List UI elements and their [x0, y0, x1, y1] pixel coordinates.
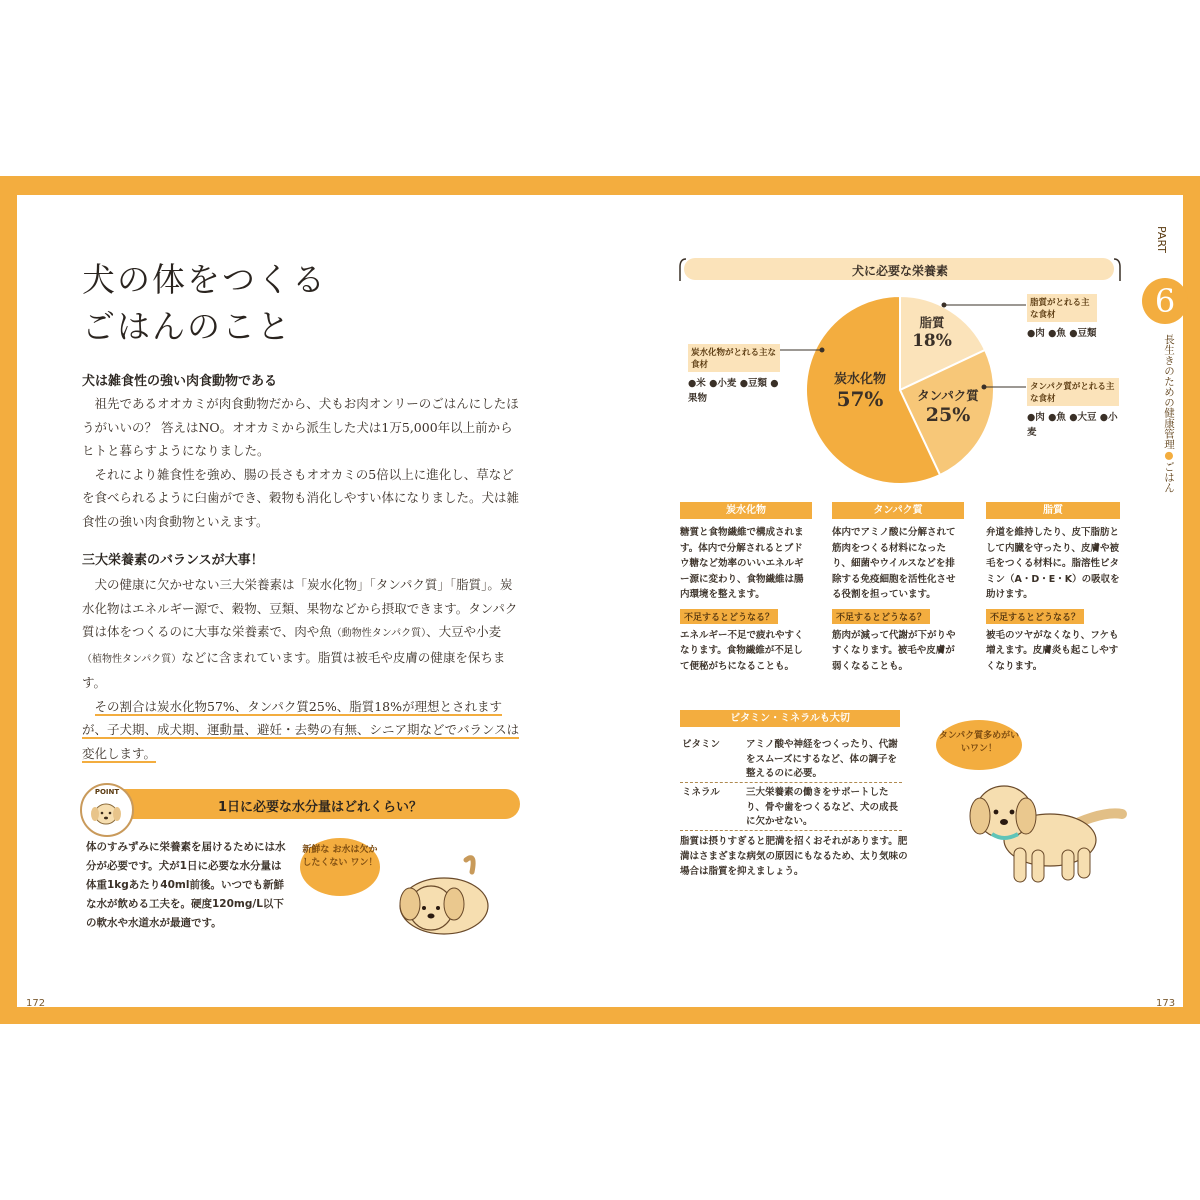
page-number-left: 172	[26, 998, 46, 1009]
section1-body	[82, 392, 520, 533]
section1-paragraph-2: それにより雑食性を強め、腸の長さもオオカミの5倍以上に進化し、草などを食べられるように臼歯ができ、穀物も消化しやすい体になりました。犬は雑食性の強い肉食動物といえます。	[82, 466, 520, 529]
pie-label-fat: 脂質 18%	[912, 315, 952, 351]
vitamin-text: アミノ酸や神経をつくったり、代謝をスムーズにするなど、体の調子を整えるのに必要。	[746, 739, 898, 779]
column-protein: タンパク質 体内でアミノ酸に分解されて筋肉をつくる材料になったり、細菌やウイルスなどを排除する免疫細胞を活性化させる役割を担っています。 不足するとどうなる？ 筋肉が減って代謝が下がりやすくなります。被毛や皮膚が弱くなることも。	[832, 502, 964, 674]
mineral-label: ミネラル	[682, 787, 720, 798]
chapter-number: 6	[1142, 278, 1188, 324]
dog-face-icon	[82, 796, 132, 832]
fat-note: 脂質は摂りすぎると肥満を招くおそれがあります。肥満はさまざまな病気の原因にもなるため、太り気味の場合は脂質を抑えましょう。	[680, 836, 908, 877]
pie-label-carb: 炭水化物 57%	[833, 372, 886, 411]
speech-bubble-left: 新鮮な お水は欠かしたくない ワン！	[300, 838, 380, 896]
puppy-lying-illustration	[386, 848, 496, 948]
callout-carb: 炭水化物がとれる主な食材 ●米 ●小麦 ●豆類 ●果物	[688, 344, 780, 406]
side-part-label: PART	[1155, 226, 1168, 254]
lack-tag-carb: 不足するとどうなる？	[680, 609, 778, 624]
nutrients-heading: 犬に必要な栄養素	[851, 264, 948, 278]
lack-tag-fat: 不足するとどうなる？	[986, 609, 1084, 624]
vm-divider-2	[680, 830, 902, 831]
vitamin-mineral-head: ビタミン・ミネラルも大切	[680, 710, 900, 727]
section1-paragraph-1: 祖先であるオオカミが肉食動物だから、犬もお肉オンリーのごはんにしたほうがいいの？ 答えはNO。オオカミから派生した犬は1万5,000年以上前からヒトと暮らすようになりました。	[82, 396, 519, 458]
column-carb-head: 炭水化物	[680, 502, 812, 519]
side-chapter-title: 長生きのための健康管理●ごはん	[1163, 334, 1175, 493]
page-number-right: 173	[1156, 998, 1176, 1009]
point-badge: POINT	[80, 783, 134, 837]
vm-divider	[680, 782, 902, 783]
water-text: 体のすみずみに栄養素を届けるためには水分が必要です。犬が1日に必要な水分量は体重1kgあたり40ml前後。いつでも新鮮な水が飲める工夫を。硬度120mg/L以下の軟水や水道水が最適です。	[86, 841, 286, 929]
section1-heading: 犬は雑食性の強い肉食動物である	[82, 374, 278, 389]
pie-label-protein: タンパク質 25%	[917, 388, 979, 426]
section2-paragraph-2: その割合は炭水化物57%、タンパク質25%、脂質18%が理想とされますが、子犬期、成犬期、運動量、避妊・去勢の有無、シニア期などでバランスは変化します。	[82, 698, 520, 761]
column-fat: 脂質 弁道を維持したり、皮下脂肪として内臓を守ったり、皮膚や被毛をつくる材料に。脂溶性ビタミン（A・D・E・K）の吸収を助けます。 不足するとどうなる？ 被毛のツヤがなくなり、フケも増えます。皮膚炎も起こしやすくなります。	[986, 502, 1120, 674]
vitamin-label: ビタミン	[682, 739, 721, 750]
callout-fat: 脂質がとれる主な食材 ●肉 ●魚 ●豆類	[1027, 294, 1097, 341]
puppy-standing-illustration	[962, 770, 1132, 890]
column-fat-head: 脂質	[986, 502, 1120, 519]
section2-heading: 三大栄養素のバランスが大事！	[82, 553, 264, 568]
speech-bubble-right: タンパク質多めがいいワン！	[936, 720, 1022, 770]
page-title: 犬の体をつくる ごはんのこと	[82, 260, 327, 346]
section2-paragraph-1: 犬の健康に欠かせない三大栄養素は「炭水化物」「タンパク質」「脂質」。炭水化物はエネルギー源で、穀物、豆類、果物などから摂取できます。タンパク質は体をつくるのに大事な栄養素で、肉や魚（動物性タンパク質）、大豆や小麦（植物性タンパク質）などに含まれています。脂質は被毛や皮膚の健康を保ちます。	[82, 577, 518, 690]
column-protein-head: タンパク質	[832, 502, 964, 519]
column-carb: 炭水化物 糖質と食物繊維で構成されます。体内で分解されるとブドウ糖など効率のいいエネルギー源に変わり、食物繊維は腸内環境を整えます。 不足するとどうなる？ エネルギー不足で疲れやすくなります。食物繊維が不足して便秘がちになることも。	[680, 502, 812, 674]
callout-protein: タンパク質がとれる主な食材 ●肉 ●魚 ●大豆 ●小麦	[1027, 378, 1119, 440]
lack-tag-protein: 不足するとどうなる？	[832, 609, 930, 624]
mineral-text: 三大栄養素の働きをサポートしたり、骨や歯をつくるなど、犬の成長に欠かせない。	[746, 787, 899, 827]
point-title: 1日に必要な水分量はどれくらい？	[217, 800, 423, 815]
section2-body	[82, 573, 520, 765]
